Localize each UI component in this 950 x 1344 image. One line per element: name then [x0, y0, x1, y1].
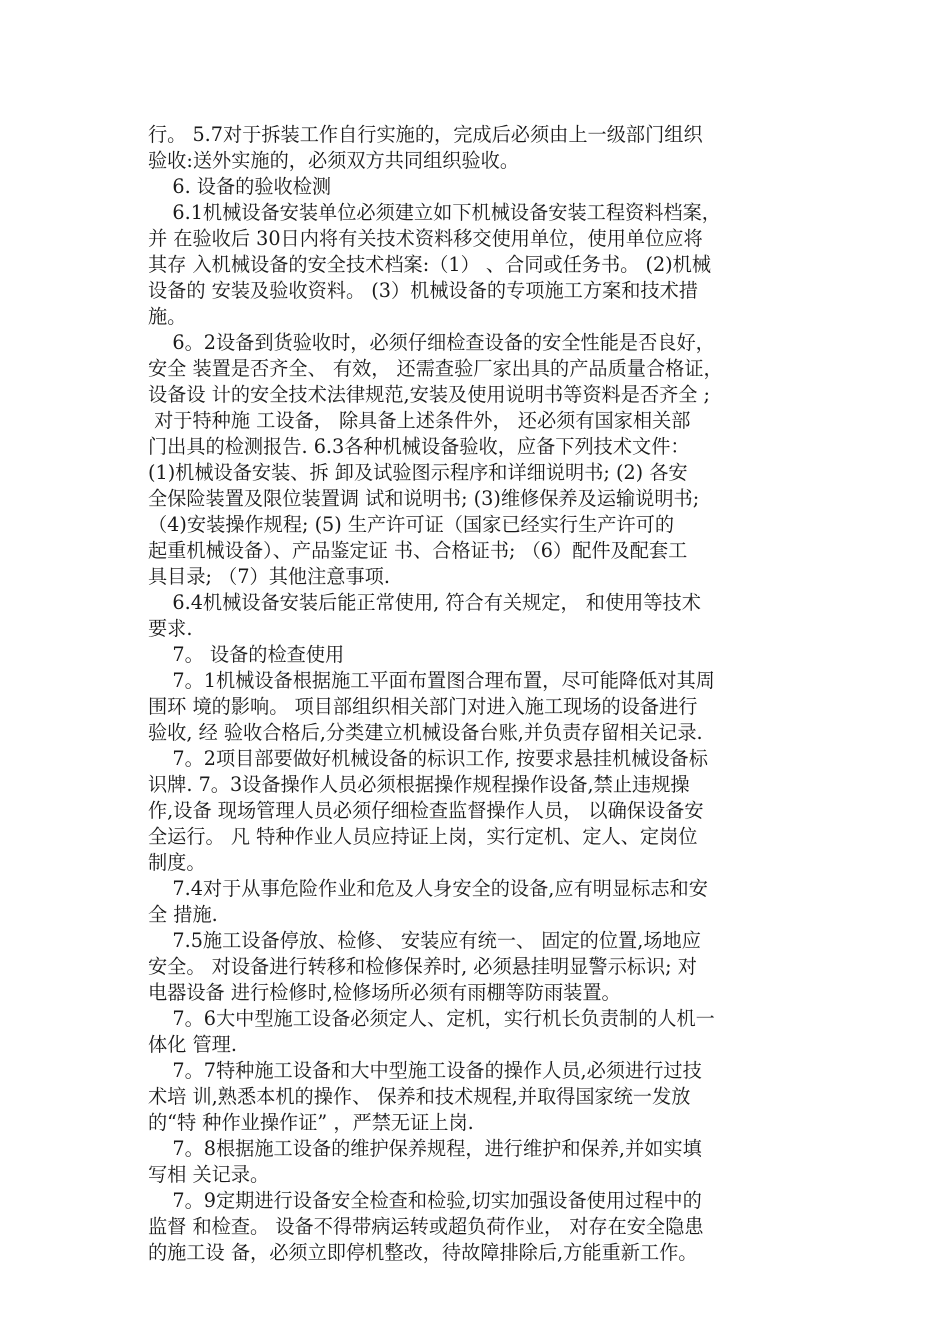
text-line: 安全 装置是否齐全、 有效， 还需查验厂家出具的产品质量合格证，: [148, 357, 723, 380]
text-line: 电器设备 进行检修时,检修场所必须有雨棚等防雨装置。: [148, 981, 621, 1004]
text-line: 安全。 对设备进行转移和检修保养时, 必须悬挂明显警示标识; 对: [148, 955, 697, 978]
text-line: 7.5施工设备停放、检修、 安装应有统一、 固定的位置,场地应: [148, 929, 701, 952]
text-line: 的施工设 备，必须立即停机整改，待故障排除后,方能重新工作。: [148, 1241, 698, 1264]
text-line: 全保险装置及限位装置调 试和说明书; (3)维修保养及运输说明书;: [148, 487, 700, 510]
text-line: 要求.: [148, 617, 193, 640]
text-line: 7。9定期进行设备安全检查和检验,切实加强设备使用过程中的: [148, 1189, 702, 1212]
text-line: 监督 和检查。 设备不得带病运转或超负荷作业， 对存在安全隐患: [148, 1215, 704, 1238]
text-line: 其存 入机械设备的安全技术档案:（1） 、合同或任务书。 (2)机械: [148, 253, 712, 276]
text-line: 6. 设备的验收检测: [148, 175, 332, 198]
text-line: 写相 关记录。: [148, 1163, 270, 1186]
text-line: 7.4对于从事危险作业和危及人身安全的设备,应有明显标志和安: [148, 877, 708, 900]
text-line: 验收, 经 验收合格后,分类建立机械设备台账,并负责存留相关记录.: [148, 721, 703, 744]
text-line: 门出具的检测报告. 6.3各种机械设备验收，应备下列技术文件：: [148, 435, 690, 458]
text-line: 设备设 计的安全技术法律规范,安装及使用说明书等资料是否齐全 ;: [148, 383, 711, 406]
document-body: [148, 122, 808, 1266]
text-line: 全 措施.: [148, 903, 218, 926]
text-line: 起重机械设备）、产品鉴定证 书、合格证书; （6）配件及配套工: [148, 539, 688, 562]
text-line: （4)安装操作规程; (5) 生产许可证（国家已经实行生产许可的: [148, 513, 675, 536]
text-line: 7。7特种施工设备和大中型施工设备的操作人员,必须进行过技: [148, 1059, 702, 1082]
text-line: 作,设备 现场管理人员必须仔细检查监督操作人员， 以确保设备安: [148, 799, 704, 822]
text-line: 具目录; （7）其他注意事项.: [148, 565, 390, 588]
text-line: 全运行。 凡 特种作业人员应持证上岗，实行定机、定人、定岗位: [148, 825, 698, 848]
text-line: 7。6大中型施工设备必须定人、定机，实行机长负责制的人机一: [148, 1007, 715, 1030]
text-line: 验收:送外实施的，必须双方共同组织验收。: [148, 149, 520, 172]
text-line: 并 在验收后 30日内将有关技术资料移交使用单位，使用单位应将: [148, 227, 703, 250]
text-line: 7。2项目部要做好机械设备的标识工作, 按要求悬挂机械设备标: [148, 747, 708, 770]
text-line: 术培 训,熟悉本机的操作、 保养和技术规程,并取得国家统一发放: [148, 1085, 691, 1108]
text-line: (1)机械设备安装、拆 卸及试验图示程序和详细说明书; (2) 各安: [148, 461, 688, 484]
text-line: 施。: [148, 305, 187, 328]
text-line: 6.1机械设备安装单位必须建立如下机械设备安装工程资料档案，: [148, 201, 721, 224]
text-line: 的“特 种作业操作证” ，严禁无证上岗.: [148, 1111, 474, 1134]
text-line: 制度。: [148, 851, 206, 874]
text-line: 围环 境的影响。 项目部组织相关部门对进入施工现场的设备进行: [148, 695, 698, 718]
text-line: 7。8根据施工设备的维护保养规程，进行维护和保养,并如实填: [148, 1137, 702, 1160]
text-line: 体化 管理.: [148, 1033, 237, 1056]
text-line: 6.4机械设备安装后能正常使用, 符合有关规定， 和使用等技术: [148, 591, 701, 614]
text-line: 识牌. 7。3设备操作人员必须根据操作规程操作设备,禁止违规操: [148, 773, 690, 796]
text-line: 7。1机械设备根据施工平面布置图合理布置，尽可能降低对其周: [148, 669, 715, 692]
text-line: 6。2设备到货验收时，必须仔细检查设备的安全性能是否良好，: [148, 331, 715, 354]
text-line: 对于特种施 工设备， 除具备上述条件外， 还必须有国家相关部: [148, 409, 691, 432]
text-line: 行。 5.7对于拆装工作自行实施的，完成后必须由上一级部门组织: [148, 123, 703, 146]
text-line: 设备的 安装及验收资料。 (3）机械设备的专项施工方案和技术措: [148, 279, 698, 302]
text-line: 7。 设备的检查使用: [148, 643, 345, 666]
